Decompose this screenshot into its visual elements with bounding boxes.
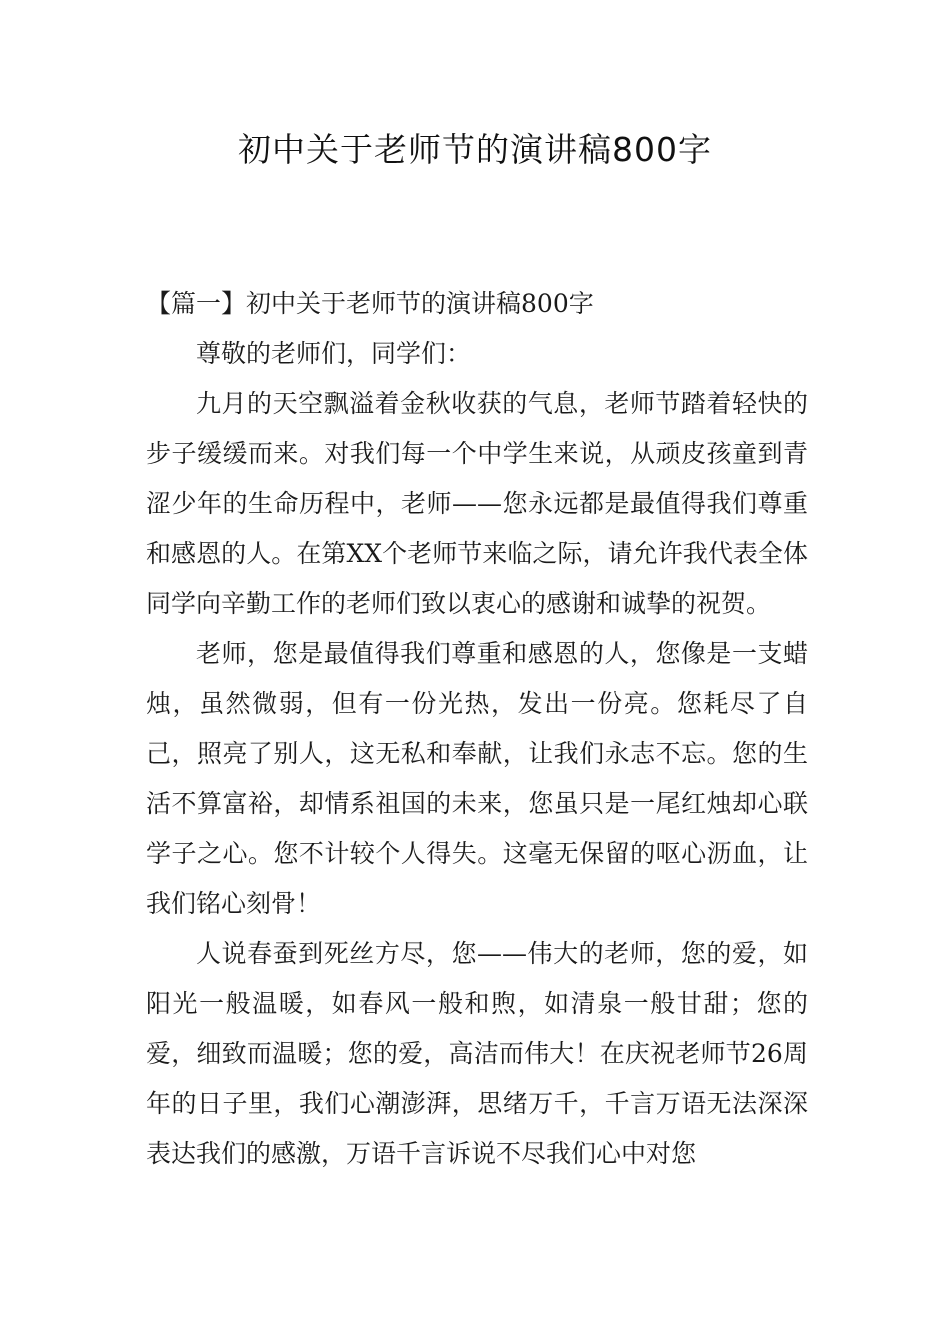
greeting-paragraph: 尊敬的老师们，同学们： — [196, 339, 472, 368]
body-paragraph-2: 老师，您是最值得我们尊重和感恩的人，您像是一支蜡烛，虽然微弱，但有一份光热，发出一份亮。您耗尽了自己，照亮了别人，这无私和奉献，让我们永志不忘。您的生活不算富裕，却情系祖国的未来，您虽只是一尾红烛却心联学子之心。您不计较个人得失。这毫无保留的呕心沥血，让我们铭心刻骨！ — [146, 639, 808, 918]
document-body — [146, 279, 808, 1179]
document-title: 初中关于老师节的演讲稿800字 — [238, 130, 712, 169]
body-paragraph-3: 人说春蚕到死丝方尽，您——伟大的老师，您的爱，如阳光一般温暖，如春风一般和煦，如清泉一般甘甜；您的爱，细致而温暖；您的爱，高洁而伟大！在庆祝老师节26周年的日子里，我们心潮澎湃，思绪万千，千言万语无法深深表达我们的感激，万语千言诉说不尽我们心中对您 — [146, 939, 808, 1168]
section-heading: 【篇一】初中关于老师节的演讲稿800字 — [146, 289, 594, 318]
body-paragraph-1: 九月的天空飘溢着金秋收获的气息，老师节踏着轻快的步子缓缓而来。对我们每一个中学生来说，从顽皮孩童到青涩少年的生命历程中，老师——您永远都是最值得我们尊重和感恩的人。在第XX个老师节来临之际，请允许我代表全体同学向辛勤工作的老师们致以衷心的感谢和诚挚的祝贺。 — [146, 389, 808, 618]
